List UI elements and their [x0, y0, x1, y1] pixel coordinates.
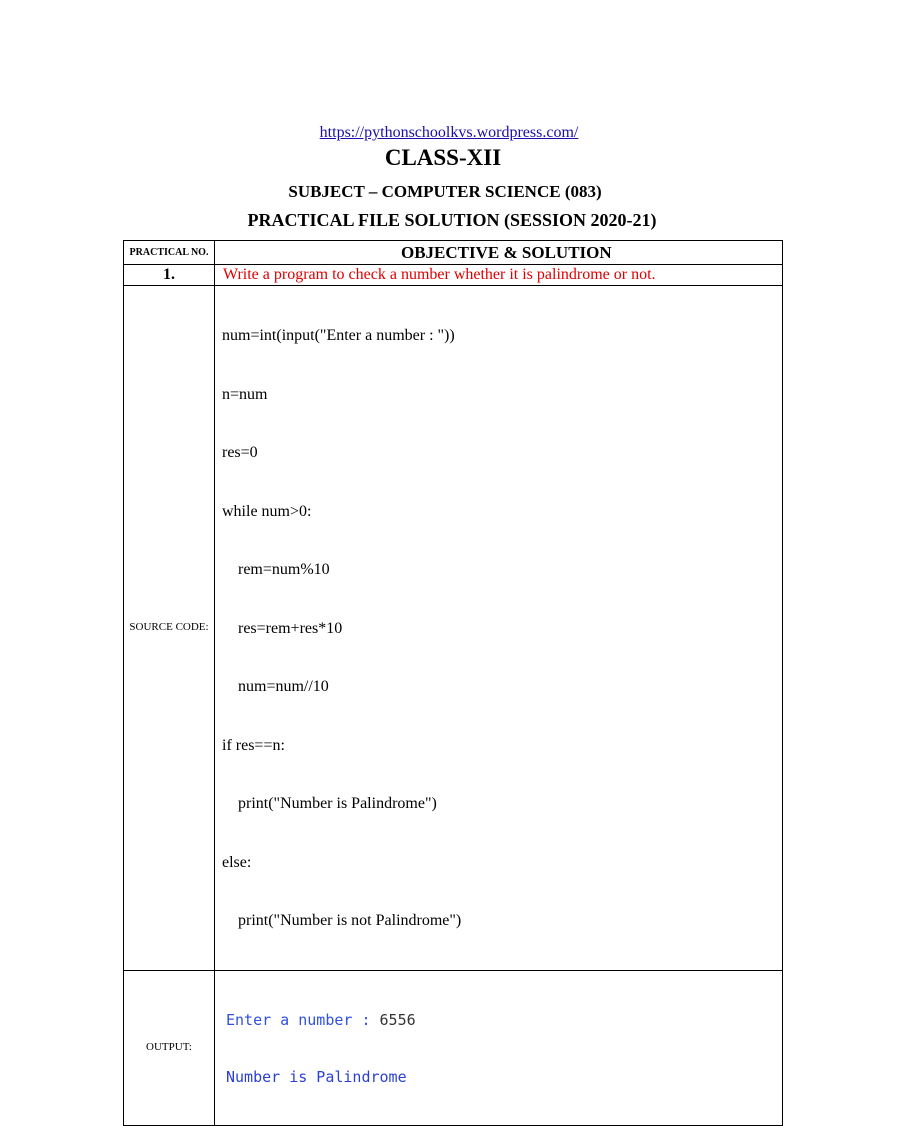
output-prompt: Enter a number :	[226, 1010, 380, 1029]
output-result: Number is Palindrome	[226, 1067, 407, 1086]
output-input-value: 6556	[379, 1010, 416, 1029]
code-line: n=num	[222, 385, 268, 403]
code-line: if res==n:	[222, 736, 285, 754]
subject-heading: SUBJECT – COMPUTER SCIENCE (083)	[288, 182, 602, 201]
practical-table	[123, 240, 783, 1126]
practical-no-header: PRACTICAL NO.	[124, 241, 215, 265]
session-heading: PRACTICAL FILE SOLUTION (SESSION 2020-21)	[247, 210, 657, 230]
table-header-row	[124, 241, 783, 265]
code-line: num=int(input("Enter a number : "))	[222, 327, 455, 344]
code-line: res=0	[222, 444, 258, 461]
code-line: rem=num%10	[222, 561, 330, 578]
source-code	[215, 286, 783, 971]
question-text: Write a program to check a number whether it is palindrome or not.	[215, 265, 783, 286]
output-label: OUTPUT:	[124, 970, 215, 1125]
source-code-label: SOURCE CODE:	[124, 286, 215, 971]
objective-header: OBJECTIVE & SOLUTION	[215, 241, 783, 265]
code-line: print("Number is not Palindrome")	[222, 912, 462, 929]
program-output	[215, 970, 783, 1125]
question-row	[124, 265, 783, 286]
code-line: res=rem+res*10	[222, 619, 343, 637]
output-row	[124, 970, 783, 1125]
practical-number: 1.	[124, 265, 215, 286]
source-code-row	[124, 286, 783, 971]
website-link[interactable]: https://pythonschoolkvs.wordpress.com/	[319, 124, 579, 141]
output-line	[226, 1011, 782, 1030]
code-line: while num>0:	[222, 502, 312, 520]
code-line: print("Number is Palindrome")	[222, 795, 437, 812]
class-title: CLASS-XII	[384, 145, 502, 170]
code-line: else:	[222, 853, 252, 871]
code-line: num=num//10	[222, 678, 329, 695]
